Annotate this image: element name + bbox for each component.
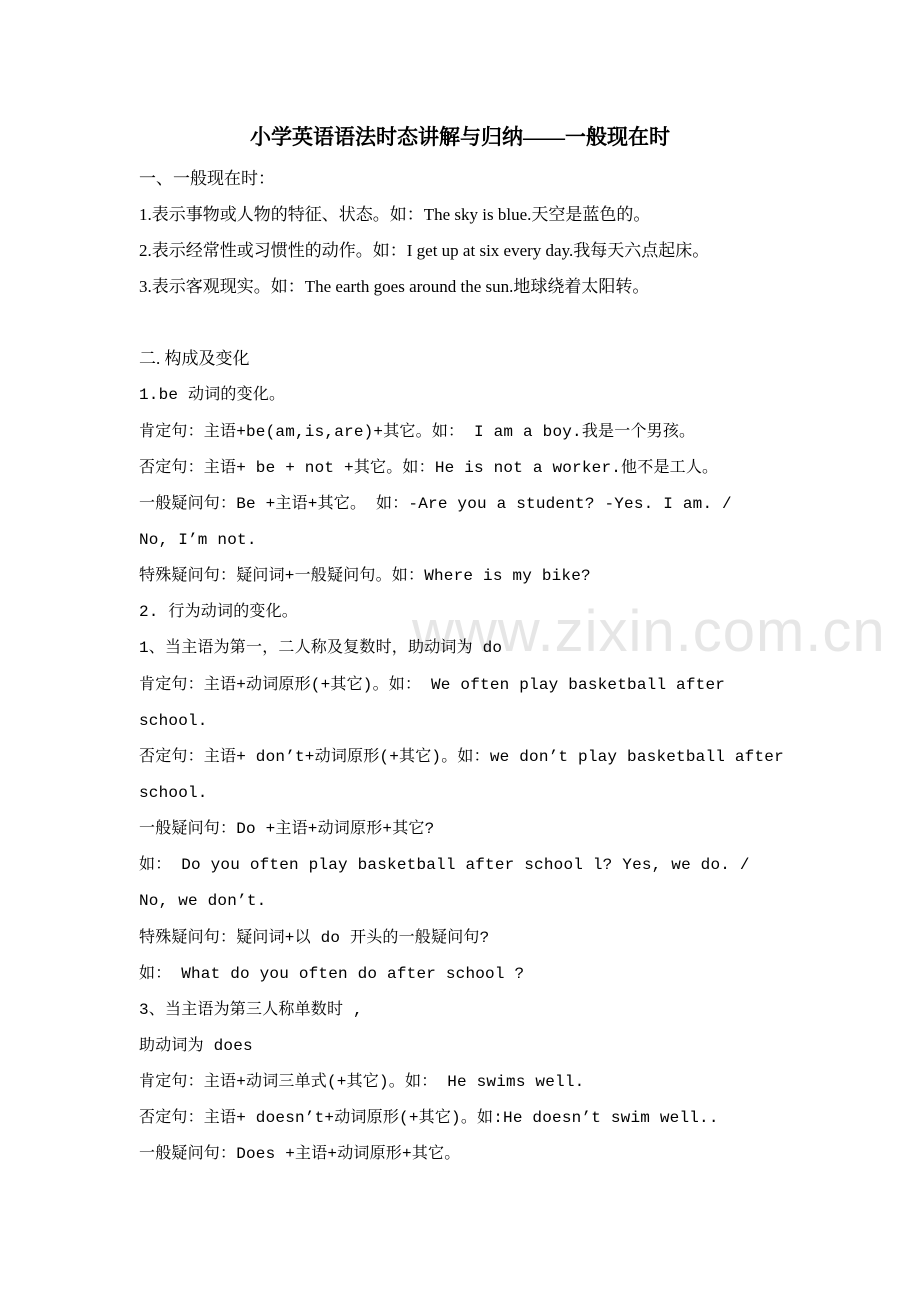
paragraph-usage-3: 3.表示客观现实。如：The earth goes around the sun.地球绕着太阳转。 [139, 277, 650, 296]
page-title: 小学英语语法时态讲解与归纳——一般现在时 [250, 125, 670, 149]
section-heading-2: 二. 构成及变化 [139, 349, 250, 368]
do-affirmative-cont: school. [139, 712, 208, 730]
does-heading: 3、当主语为第三人称单数时 , [139, 1001, 363, 1019]
do-special-example: 如： What do you often do after school ? [139, 965, 525, 983]
does-heading-cont: 助动词为 does [139, 1037, 253, 1055]
section-heading-1: 一、一般现在时： [139, 169, 275, 188]
be-affirmative: 肯定句：主语+be(am,is,are)+其它。如： I am a boy.我是一个男孩。 [139, 423, 696, 441]
paragraph-usage-1: 1.表示事物或人物的特征、状态。如：The sky is blue.天空是蓝色的。 [139, 205, 651, 224]
watermark: www.zixin.com.cn [412, 599, 886, 664]
do-negative: 否定句：主语+ don’t+动词原形(+其它)。如：we don’t play basketball after [139, 748, 784, 766]
be-special-question: 特殊疑问句：疑问词+一般疑问句。如：Where is my bike? [139, 567, 591, 585]
does-general-question: 一般疑问句：Does +主语+动词原形+其它。 [139, 1145, 461, 1163]
do-special-question: 特殊疑问句：疑问词+以 do 开头的一般疑问句? [139, 929, 490, 947]
do-example: 如： Do you often play basketball after school l? Yes, we do. / [139, 856, 750, 874]
paragraph-usage-2: 2.表示经常性或习惯性的动作。如：I get up at six every day.我每天六点起床。 [139, 241, 710, 260]
action-verb-heading: 2. 行为动词的变化。 [139, 603, 299, 621]
be-general-question: 一般疑问句：Be +主语+其它。 如：-Are you a student? -Yes. I am. / [139, 495, 732, 513]
do-example-cont: No, we don’t. [139, 892, 267, 910]
do-heading: 1、当主语为第一，二人称及复数时，助动词为 do [139, 639, 503, 657]
do-affirmative: 肯定句：主语+动词原形(+其它)。如： We often play basketball after [139, 676, 726, 694]
do-general-question: 一般疑问句：Do +主语+动词原形+其它? [139, 820, 435, 838]
be-verb-heading: 1.be 动词的变化。 [139, 386, 286, 404]
does-negative: 否定句：主语+ doesn’t+动词原形(+其它)。如:He doesn’t swim well.. [139, 1109, 719, 1127]
does-affirmative: 肯定句：主语+动词三单式(+其它)。如： He swims well. [139, 1073, 585, 1091]
do-negative-cont: school. [139, 784, 208, 802]
be-general-question-cont: No, I’m not. [139, 531, 257, 549]
be-negative: 否定句：主语+ be + not +其它。如：He is not a worker.他不是工人。 [139, 459, 719, 477]
